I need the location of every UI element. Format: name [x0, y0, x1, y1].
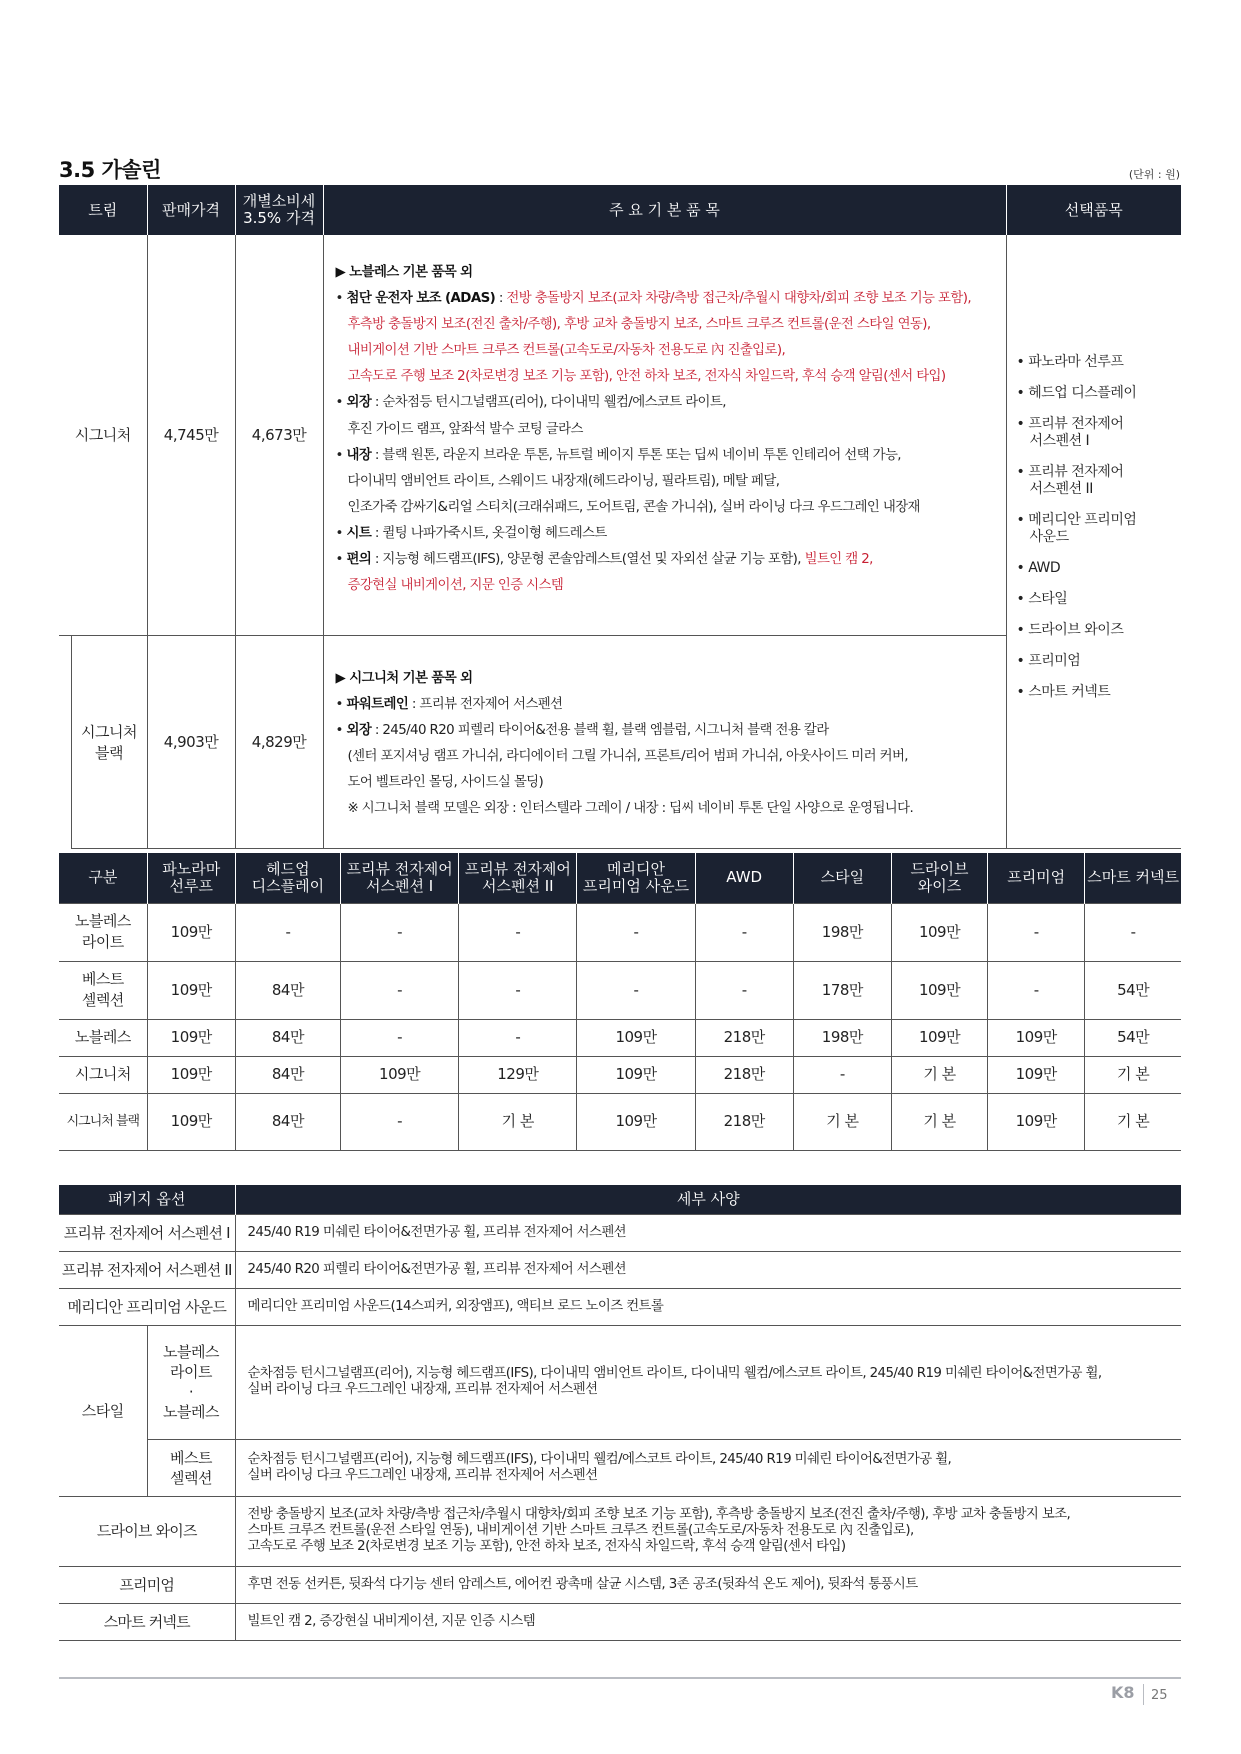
table-row — [59, 1214, 1181, 1251]
feature-line — [336, 312, 996, 338]
header-option: 스타일 — [793, 853, 891, 903]
bullet-icon: • — [1016, 622, 1029, 638]
option-price: 109만 — [147, 1093, 235, 1150]
package-spec — [235, 1214, 1181, 1251]
feature-heading: ▶ 노블레스 기본 품목 외 — [335, 265, 473, 280]
option-price: - — [341, 961, 459, 1019]
option-label-cont: 서스펜션 I — [1029, 433, 1090, 449]
table-row — [59, 1093, 1181, 1150]
table-row — [59, 1603, 1181, 1640]
feature-text: ※ 시그니처 블랙 모델은 외장 : 인터스텔라 그레이 / 내장 : 딥씨 네이비 투톤 단일 사양으로 운영됩니다. — [347, 800, 914, 816]
option-price: 84만 — [235, 1019, 340, 1056]
spec-line: 고속도로 주행 보조 2(차로변경 보조 기능 포함), 안전 하차 보조, 전자식 차일드락, 후석 승객 알림(센서 타입) — [247, 1539, 846, 1554]
option-label: 메리디안 프리미엄 — [1028, 512, 1137, 528]
header-options: 선택품목 — [1006, 185, 1181, 235]
package-spec — [235, 1288, 1181, 1325]
option-price: 129만 — [459, 1056, 577, 1093]
feature-text: 전방 충돌방지 보조(교차 차량/측방 접근차/추월시 대향차/회피 조향 보조 기능 포함), — [506, 291, 972, 307]
spec-line: 스마트 크루즈 컨트롤(운전 스타일 연동), 내비게이션 기반 스마트 크루즈 컨트롤(고속도로/자동차 전용도로 內 진출입로), — [247, 1523, 914, 1538]
indent-spacer — [59, 635, 71, 848]
header-package: 패키지 옵션 — [59, 1185, 235, 1214]
footer-separator — [1143, 1684, 1144, 1705]
option-price: - — [577, 903, 695, 961]
option-price: 109만 — [891, 903, 987, 961]
option-label: 프리뷰 전자제어 — [1028, 464, 1124, 480]
header-option: 프리뷰 전자제어 서스펜션 II — [459, 853, 577, 903]
table-row — [59, 1056, 1181, 1093]
header-option: 메리디안 프리미엄 사운드 — [577, 853, 695, 903]
option-price: 109만 — [988, 1056, 1085, 1093]
package-name: 프리뷰 전자제어 서스펜션 II — [59, 1251, 235, 1288]
feature-text: 다이내믹 앰비언트 라이트, 스웨이드 내장재(헤드라이닝, 필라트림), 메탈 페달, — [347, 473, 780, 489]
option-price: - — [793, 1056, 891, 1093]
feature-line — [336, 692, 996, 718]
header-option: 헤드업 디스플레이 — [235, 853, 340, 903]
option-label-cont: 사운드 — [1029, 529, 1069, 545]
feature-heading: 외장 — [346, 722, 372, 738]
option-price: 109만 — [891, 1019, 987, 1056]
option-price: 198만 — [793, 1019, 891, 1056]
feature-line — [336, 796, 996, 822]
option-item — [1017, 354, 1182, 371]
trim-name: 시그니처 블랙 — [59, 1093, 147, 1150]
spec-line: 빌트인 캠 2, 증강현실 내비게이션, 지문 인증 시스템 — [247, 1613, 536, 1629]
option-price: 218만 — [695, 1019, 793, 1056]
option-price: 기 본 — [459, 1093, 577, 1150]
option-item — [1017, 560, 1182, 577]
option-price: 기 본 — [891, 1093, 987, 1150]
option-price: - — [235, 903, 340, 961]
spec-line: 순차점등 턴시그널램프(리어), 지능형 헤드램프(IFS), 다이내믹 앰비언트 라이트, 다이내믹 웰컴/에스코트 라이트, 245/40 R19 미쉐린 타이어&전면가공 휠, — [247, 1366, 1102, 1381]
option-item — [1017, 653, 1182, 670]
feature-text: (센터 포지셔닝 램프 가니쉬, 라디에이터 그릴 가니쉬, 프론트/리어 범퍼 가니쉬, 아웃사이드 미러 커버, — [347, 748, 908, 764]
footer-rule — [59, 1677, 1181, 1679]
spec-line: 245/40 R19 미쉐린 타이어&전면가공 휠, 프리뷰 전자제어 서스펜션 — [247, 1224, 627, 1240]
feature-line — [336, 469, 996, 495]
option-price: 109만 — [891, 961, 987, 1019]
header-tax-price: 개별소비세 3.5% 가격 — [235, 185, 323, 235]
option-price: 218만 — [695, 1056, 793, 1093]
option-price: - — [459, 1019, 577, 1056]
option-price: 109만 — [577, 1056, 695, 1093]
feature-line — [336, 338, 996, 364]
option-price: 218만 — [695, 1093, 793, 1150]
option-price: 기 본 — [793, 1093, 891, 1150]
package-spec — [235, 1439, 1181, 1496]
header-option: 스마트 커넥트 — [1085, 853, 1181, 903]
option-price: - — [459, 961, 577, 1019]
spec-line: 전방 충돌방지 보조(교차 차량/측방 접근차/추월시 대향차/회피 조향 보조 기능 포함), 후측방 충돌방지 보조(전진 출차/주행), 후방 교차 충돌방지 보조, — [247, 1507, 1071, 1522]
option-price: - — [988, 961, 1085, 1019]
feature-text: • — [335, 552, 347, 568]
package-sub-label: 베스트 셀렉션 — [147, 1439, 235, 1496]
package-name: 스타일 — [59, 1325, 147, 1496]
feature-text: : 블랙 원톤, 라운지 브라운 투톤, 뉴트럴 베이지 투톤 또는 딥씨 네이비 투톤 인테리어 선택 가능, — [371, 447, 901, 463]
header-trim: 트림 — [59, 185, 147, 235]
option-label: 프리뷰 전자제어 — [1028, 416, 1124, 432]
package-name: 드라이브 와이즈 — [59, 1496, 235, 1566]
table-row — [59, 1439, 1181, 1496]
header-features: 주 요 기 본 품 목 — [323, 185, 1006, 235]
option-label: 프리미엄 — [1028, 653, 1081, 669]
feature-line — [336, 521, 996, 547]
table-row — [59, 1566, 1181, 1603]
feature-line — [336, 744, 996, 770]
feature-heading: 내장 — [346, 447, 372, 463]
option-price: - — [459, 903, 577, 961]
feature-heading: 시트 — [346, 525, 372, 541]
bullet-icon: • — [1016, 416, 1029, 432]
feature-text: • — [335, 525, 347, 541]
trim-price: 4,903만 — [147, 635, 235, 848]
trim-name: 노블레스 — [59, 1019, 147, 1056]
trim-tax-price: 4,673만 — [235, 235, 323, 635]
option-item — [1017, 416, 1182, 450]
header-option: 프리뷰 전자제어 서스펜션 I — [341, 853, 459, 903]
feature-text: 후측방 충돌방지 보조(전진 출차/주행), 후방 교차 충돌방지 보조, 스마트 크루즈 컨트롤(운전 스타일 연동), — [347, 317, 931, 333]
trim-name: 시그니처 — [59, 1056, 147, 1093]
package-name: 스마트 커넥트 — [59, 1603, 235, 1640]
feature-text: 후진 가이드 램프, 앞좌석 발수 코팅 글라스 — [347, 421, 583, 437]
option-price: - — [988, 903, 1085, 961]
feature-text: : 프리뷰 전자제어 서스펜션 — [408, 696, 563, 712]
feature-heading: ▶ 시그니처 기본 품목 외 — [335, 670, 473, 686]
feature-line — [336, 573, 996, 599]
option-label: 스마트 커넥트 — [1028, 684, 1111, 700]
trim-name: 시그니처 — [59, 235, 147, 635]
option-price: 54만 — [1085, 961, 1181, 1019]
package-spec — [235, 1325, 1181, 1439]
spec-line: 메리디안 프리미엄 사운드(14스피커, 외장앰프), 액티브 로드 노이즈 컨트롤 — [247, 1298, 664, 1314]
trim-name: 노블레스 라이트 — [59, 903, 147, 961]
option-price: 109만 — [577, 1019, 695, 1056]
trim-name: 시그니처 블랙 — [71, 635, 147, 848]
footer-brand: K8 — [1111, 1683, 1135, 1702]
section-title: 3.5 가솔린 — [59, 158, 161, 182]
header-option: AWD — [695, 853, 793, 903]
table-row — [59, 1496, 1181, 1566]
feature-text: 인조가죽 감싸기&리얼 스티치(크래쉬패드, 도어트림, 콘솔 가니쉬), 실버 라이닝 다크 우드그레인 내장재 — [347, 499, 920, 515]
feature-text: • — [335, 696, 347, 712]
spec-line: 실버 라이닝 다크 우드그레인 내장재, 프리뷰 전자제어 서스펜션 — [247, 1467, 598, 1483]
option-list — [1006, 235, 1181, 848]
feature-text: • — [335, 291, 347, 307]
bullet-icon: • — [1016, 464, 1029, 480]
package-name: 메리디안 프리미엄 사운드 — [59, 1288, 235, 1325]
header-category: 구분 — [59, 853, 147, 903]
option-price: 109만 — [988, 1093, 1085, 1150]
feature-line — [336, 770, 996, 796]
unit-note: (단위 : 원) — [1128, 168, 1180, 181]
feature-line — [336, 718, 996, 744]
feature-text: 빌트인 캠 2, — [804, 552, 873, 568]
feature-text: 증강현실 내비게이션, 지문 인증 시스템 — [347, 578, 564, 594]
bullet-icon: • — [1016, 684, 1029, 700]
spec-line: 245/40 R20 피렐리 타이어&전면가공 휠, 프리뷰 전자제어 서스펜션 — [247, 1261, 627, 1277]
option-price: 109만 — [147, 961, 235, 1019]
feature-text: • — [335, 722, 347, 738]
table-row — [59, 903, 1181, 961]
package-spec — [235, 1603, 1181, 1640]
option-price: 기 본 — [1085, 1056, 1181, 1093]
table-row — [59, 1325, 1181, 1439]
package-name: 프리뷰 전자제어 서스펜션 I — [59, 1214, 235, 1251]
bullet-icon: • — [1016, 385, 1029, 401]
table-row — [59, 1251, 1181, 1288]
header-price: 판매가격 — [147, 185, 235, 235]
option-label: AWD — [1028, 560, 1061, 576]
option-price: 84만 — [235, 961, 340, 1019]
feature-line — [336, 443, 996, 469]
feature-heading: 파워트레인 — [346, 696, 409, 712]
package-table — [59, 1185, 1181, 1641]
option-item — [1017, 622, 1182, 639]
option-price: - — [695, 961, 793, 1019]
option-label: 파노라마 선루프 — [1028, 354, 1124, 370]
package-spec — [235, 1251, 1181, 1288]
option-price: 109만 — [577, 1093, 695, 1150]
option-price-table — [59, 853, 1181, 1151]
feature-text: : 245/40 R20 피렐리 타이어&전용 블랙 휠, 블랙 엠블럼, 시그니처 블랙 전용 칼라 — [371, 722, 829, 738]
trim-tax-price: 4,829만 — [235, 635, 323, 848]
option-price: - — [341, 1019, 459, 1056]
feature-list — [323, 235, 1006, 635]
package-spec — [235, 1496, 1181, 1566]
bullet-icon: • — [1016, 512, 1029, 528]
feature-line — [336, 547, 996, 573]
feature-text: : 퀼팅 나파가죽시트, 옷걸이형 헤드레스트 — [371, 525, 607, 541]
header-spec: 세부 사양 — [235, 1185, 1181, 1214]
feature-text: 내비게이션 기반 스마트 크루즈 컨트롤(고속도로/자동차 전용도로 內 진출입로), — [347, 343, 786, 359]
spec-line: 실버 라이닝 다크 우드그레인 내장재, 프리뷰 전자제어 서스펜션 — [247, 1382, 598, 1397]
feature-line — [336, 495, 996, 521]
bullet-icon: • — [1016, 653, 1029, 669]
table-row — [59, 961, 1181, 1019]
option-item — [1017, 512, 1182, 546]
package-sub-label: 노블레스 라이트 · 노블레스 — [147, 1325, 235, 1439]
option-item — [1017, 385, 1182, 402]
option-price: 84만 — [235, 1093, 340, 1150]
option-price: - — [695, 903, 793, 961]
feature-text: 도어 벨트라인 몰딩, 사이드실 몰딩) — [347, 774, 544, 790]
feature-heading: 외장 — [346, 395, 372, 411]
header-option: 드라이브 와이즈 — [891, 853, 987, 903]
option-price: - — [1085, 903, 1181, 961]
option-price: 109만 — [341, 1056, 459, 1093]
trim-price: 4,745만 — [147, 235, 235, 635]
feature-text: : — [495, 291, 507, 307]
package-spec — [235, 1566, 1181, 1603]
bullet-icon: • — [1016, 591, 1029, 607]
option-price: 198만 — [793, 903, 891, 961]
option-item — [1017, 464, 1182, 498]
trim-name: 베스트 셀렉션 — [59, 961, 147, 1019]
table-row — [59, 1288, 1181, 1325]
bullet-icon: • — [1016, 354, 1029, 370]
feature-heading: 첨단 운전자 보조 (ADAS) — [346, 291, 496, 307]
option-price: 기 본 — [891, 1056, 987, 1093]
spec-line: 순차점등 턴시그널램프(리어), 지능형 헤드램프(IFS), 다이내믹 웰컴/에스코트 라이트, 245/40 R19 미쉐린 타이어&전면가공 휠, — [247, 1451, 952, 1467]
option-item — [1017, 591, 1182, 608]
trim-table — [59, 185, 1181, 849]
option-item — [1017, 684, 1182, 701]
feature-list — [323, 635, 1006, 848]
option-price: 109만 — [147, 1056, 235, 1093]
feature-text: • — [335, 447, 347, 463]
option-price: 84만 — [235, 1056, 340, 1093]
bullet-icon: • — [1016, 560, 1029, 576]
feature-line — [336, 417, 996, 443]
feature-text: 고속도로 주행 보조 2(차로변경 보조 기능 포함), 안전 하차 보조, 전자식 차일드락, 후석 승객 알림(센서 타입) — [347, 369, 946, 385]
feature-text: • — [335, 395, 347, 411]
feature-text: : 지능형 헤드램프(IFS), 양문형 콘솔암레스트(열선 및 자외선 살균 기능 포함), — [371, 552, 805, 568]
feature-line — [336, 364, 996, 390]
package-name: 프리미엄 — [59, 1566, 235, 1603]
option-price: 109만 — [147, 903, 235, 961]
option-price: - — [577, 961, 695, 1019]
header-option: 프리미엄 — [988, 853, 1085, 903]
option-label: 헤드업 디스플레이 — [1028, 385, 1137, 401]
header-option: 파노라마 선루프 — [147, 853, 235, 903]
spec-line: 후면 전동 선커튼, 뒷좌석 다기능 센터 암레스트, 에어컨 광촉매 살균 시스템, 3존 공조(뒷좌석 온도 제어), 뒷좌석 통풍시트 — [247, 1576, 918, 1592]
feature-line — [336, 260, 996, 286]
option-label-cont: 서스펜션 II — [1029, 481, 1093, 497]
page-number: 25 — [1151, 1688, 1168, 1703]
feature-line — [336, 286, 996, 312]
option-label: 스타일 — [1028, 591, 1068, 607]
option-price: 178만 — [793, 961, 891, 1019]
option-price: - — [341, 903, 459, 961]
option-price: 109만 — [988, 1019, 1085, 1056]
option-price: 109만 — [147, 1019, 235, 1056]
feature-line — [336, 666, 996, 692]
option-price: 기 본 — [1085, 1093, 1181, 1150]
feature-heading: 편의 — [346, 552, 372, 568]
option-label: 드라이브 와이즈 — [1028, 622, 1124, 638]
table-row — [59, 1019, 1181, 1056]
feature-line — [336, 390, 996, 416]
option-price: 54만 — [1085, 1019, 1181, 1056]
option-price: - — [341, 1093, 459, 1150]
feature-text: : 순차점등 턴시그널램프(리어), 다이내믹 웰컴/에스코트 라이트, — [371, 395, 726, 411]
